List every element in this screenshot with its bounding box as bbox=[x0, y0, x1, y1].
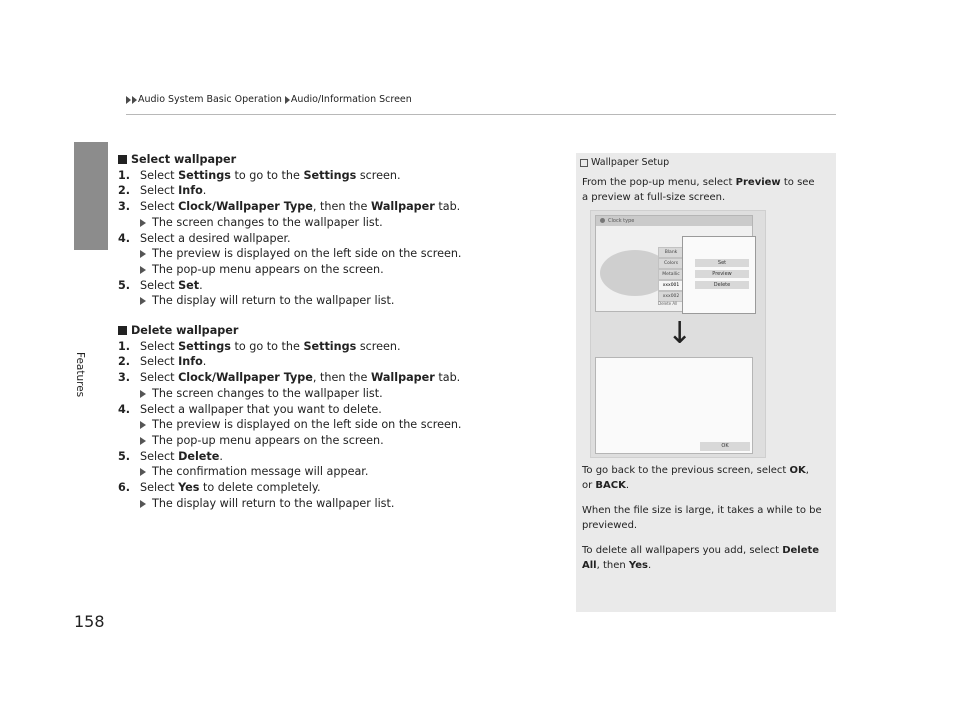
text-run: From the pop-up menu, select bbox=[582, 177, 736, 188]
text-run: to see a preview at full-size screen. bbox=[582, 177, 815, 203]
step-result-text: The pop-up menu appears on the screen. bbox=[152, 262, 384, 276]
sidebar-paragraph bbox=[582, 175, 822, 205]
bold-term: Settings bbox=[303, 339, 357, 353]
result-arrow-icon bbox=[140, 390, 146, 398]
breadcrumb-arrow-icon bbox=[285, 96, 290, 104]
list-item[interactable]: Metallic bbox=[658, 269, 684, 280]
bold-term: Clock/Wallpaper Type bbox=[178, 371, 313, 385]
step-result-text: The screen changes to the wallpaper list. bbox=[152, 215, 383, 229]
ok-button[interactable]: OK bbox=[700, 442, 750, 451]
section-title-text: Delete wallpaper bbox=[131, 324, 239, 338]
breadcrumb bbox=[126, 94, 415, 105]
list-item[interactable]: xxx001 bbox=[658, 280, 684, 291]
step-number: 1. bbox=[118, 339, 131, 353]
text-run: , then the bbox=[312, 200, 371, 214]
step-number: 6. bbox=[118, 481, 131, 495]
text-run: , or bbox=[582, 465, 809, 491]
result-arrow-icon bbox=[140, 250, 146, 258]
step bbox=[118, 339, 558, 355]
text-run: to delete completely. bbox=[199, 481, 321, 495]
text-run: screen. bbox=[356, 339, 401, 353]
step bbox=[118, 370, 558, 386]
set-button[interactable]: Set bbox=[695, 259, 749, 267]
step-text bbox=[140, 183, 206, 199]
step-text bbox=[140, 339, 401, 355]
step bbox=[118, 449, 558, 465]
breadcrumb-arrow-icon bbox=[126, 96, 131, 104]
step-text bbox=[140, 370, 460, 386]
bold-term: Info bbox=[178, 355, 203, 369]
bold-term: Delete All bbox=[582, 545, 820, 571]
step-number: 3. bbox=[118, 371, 131, 385]
result-arrow-icon bbox=[140, 421, 146, 429]
text-run: Select bbox=[140, 481, 179, 495]
step-result bbox=[118, 215, 558, 231]
step-text bbox=[140, 354, 206, 370]
step-result bbox=[118, 496, 558, 512]
section-title-text: Select wallpaper bbox=[131, 153, 237, 166]
header-rule bbox=[126, 114, 836, 115]
section-title-select bbox=[118, 152, 558, 168]
sidebar-paragraph bbox=[582, 463, 822, 493]
screen-preview bbox=[595, 357, 753, 454]
step-result bbox=[118, 433, 558, 449]
bold-term: Wallpaper bbox=[370, 371, 435, 385]
bold-term: Yes bbox=[628, 560, 648, 571]
step-text bbox=[140, 199, 460, 215]
text-run: Select bbox=[140, 168, 179, 182]
page-number: 158 bbox=[74, 612, 105, 631]
main-content bbox=[118, 152, 558, 511]
step-result-text: The screen changes to the wallpaper list. bbox=[152, 386, 383, 400]
step-number: 5. bbox=[118, 449, 131, 463]
bold-term: OK bbox=[789, 465, 806, 476]
note-icon bbox=[580, 159, 588, 167]
bold-term: Settings bbox=[178, 168, 231, 182]
step-result bbox=[118, 293, 558, 309]
step bbox=[118, 183, 558, 199]
step bbox=[118, 168, 558, 184]
result-arrow-icon bbox=[140, 297, 146, 305]
step-number: 2. bbox=[118, 355, 131, 369]
step-result-text: The display will return to the wallpaper list. bbox=[152, 294, 395, 308]
step bbox=[118, 402, 558, 418]
bold-term: Set bbox=[178, 278, 200, 292]
text-run: , then the bbox=[312, 371, 371, 385]
step-result-text: The display will return to the wallpaper list. bbox=[152, 496, 395, 510]
text-run: . bbox=[202, 355, 207, 369]
text-run: . bbox=[199, 278, 203, 292]
result-arrow-icon bbox=[140, 437, 146, 445]
result-arrow-icon bbox=[140, 219, 146, 227]
text-run: Select bbox=[140, 371, 179, 385]
list-item[interactable]: Blank bbox=[658, 247, 684, 258]
step bbox=[118, 199, 558, 215]
result-arrow-icon bbox=[140, 468, 146, 476]
step bbox=[118, 480, 558, 496]
step-number: 4. bbox=[118, 231, 131, 245]
step-text bbox=[140, 449, 223, 465]
step-number: 5. bbox=[118, 278, 131, 292]
bold-term: Wallpaper bbox=[370, 200, 435, 214]
sidebar-paragraph bbox=[582, 543, 822, 573]
breadcrumb-arrow-icon bbox=[132, 96, 137, 104]
down-arrow-icon: ↓ bbox=[667, 316, 693, 351]
step-result bbox=[118, 417, 558, 433]
step-text bbox=[140, 402, 382, 418]
step-result-text: The preview is displayed on the left side on the screen. bbox=[152, 418, 462, 432]
step-result-text: The confirmation message will appear. bbox=[152, 465, 369, 479]
section-title-delete bbox=[118, 323, 558, 339]
text-run: Select bbox=[140, 184, 179, 198]
breadcrumb-item[interactable]: Audio System Basic Operation bbox=[138, 94, 282, 105]
text-run: tab. bbox=[434, 371, 461, 385]
sidebar-heading bbox=[580, 157, 669, 168]
sidebar-paragraph bbox=[582, 503, 822, 533]
select-steps bbox=[118, 168, 558, 309]
text-run: Select bbox=[140, 355, 179, 369]
text-run: Select a wallpaper that you want to delete. bbox=[140, 402, 382, 416]
step-text bbox=[140, 480, 321, 496]
bold-term: Preview bbox=[735, 177, 781, 188]
screen-title: Clock type bbox=[608, 218, 635, 224]
step-text bbox=[140, 168, 401, 184]
breadcrumb-item[interactable]: Audio/Information Screen bbox=[290, 94, 412, 105]
list-item[interactable]: Colors bbox=[658, 258, 684, 269]
text-run: Select bbox=[140, 200, 179, 214]
list-item[interactable]: xxx002 bbox=[658, 291, 684, 302]
text-run: tab. bbox=[434, 200, 461, 214]
step-number: 4. bbox=[118, 402, 131, 416]
text-run: screen. bbox=[356, 168, 401, 182]
text-run: to go to the bbox=[230, 339, 304, 353]
bold-term: Clock/Wallpaper Type bbox=[178, 200, 313, 214]
sidebar-heading-text: Wallpaper Setup bbox=[591, 157, 670, 168]
text-run: To delete all wallpapers you add, select bbox=[582, 545, 783, 556]
step-result-text: The pop-up menu appears on the screen. bbox=[152, 433, 384, 447]
bold-term: Settings bbox=[178, 339, 231, 353]
bold-term: Yes bbox=[178, 481, 200, 495]
step bbox=[118, 231, 558, 247]
step-result bbox=[118, 262, 558, 278]
step bbox=[118, 278, 558, 294]
bold-term: Info bbox=[178, 184, 203, 198]
step bbox=[118, 354, 558, 370]
back-icon bbox=[600, 218, 605, 223]
text-run: , then bbox=[596, 560, 629, 571]
bold-term: BACK bbox=[595, 480, 626, 491]
step-text bbox=[140, 278, 203, 294]
chapter-tab bbox=[74, 142, 108, 250]
step-number: 3. bbox=[118, 200, 131, 214]
square-bullet-icon bbox=[118, 326, 127, 335]
text-run: When the file size is large, it takes a while to be previewed. bbox=[582, 505, 822, 531]
text-run: Select bbox=[140, 339, 179, 353]
text-run: Select a desired wallpaper. bbox=[140, 231, 291, 245]
bold-term: Delete bbox=[178, 449, 220, 463]
text-run: . bbox=[647, 560, 652, 571]
step-text bbox=[140, 231, 291, 247]
step-result bbox=[118, 464, 558, 480]
screen-title-bar bbox=[596, 216, 752, 226]
step-number: 1. bbox=[118, 168, 131, 182]
text-run: . bbox=[202, 184, 207, 198]
step-result bbox=[118, 246, 558, 262]
step-result-text: The preview is displayed on the left side on the screen. bbox=[152, 247, 462, 261]
text-run: Select bbox=[140, 278, 179, 292]
text-run: . bbox=[219, 449, 223, 463]
square-bullet-icon bbox=[118, 155, 127, 164]
step-result bbox=[118, 386, 558, 402]
delete-steps bbox=[118, 339, 558, 512]
step-number: 2. bbox=[118, 184, 131, 198]
result-arrow-icon bbox=[140, 266, 146, 274]
bold-term: Settings bbox=[303, 168, 357, 182]
preview-button[interactable]: Preview bbox=[695, 270, 749, 278]
text-run: to go to the bbox=[230, 168, 304, 182]
text-run: To go back to the previous screen, select bbox=[582, 465, 790, 476]
text-run: . bbox=[625, 480, 630, 491]
delete-button[interactable]: Delete bbox=[695, 281, 749, 289]
result-arrow-icon bbox=[140, 500, 146, 508]
text-run: Select bbox=[140, 449, 179, 463]
wallpaper-figure bbox=[590, 210, 766, 458]
delete-all-button[interactable]: Delete All bbox=[658, 301, 678, 306]
screen-popup-menu bbox=[595, 215, 753, 312]
chapter-label: Features bbox=[74, 352, 86, 398]
